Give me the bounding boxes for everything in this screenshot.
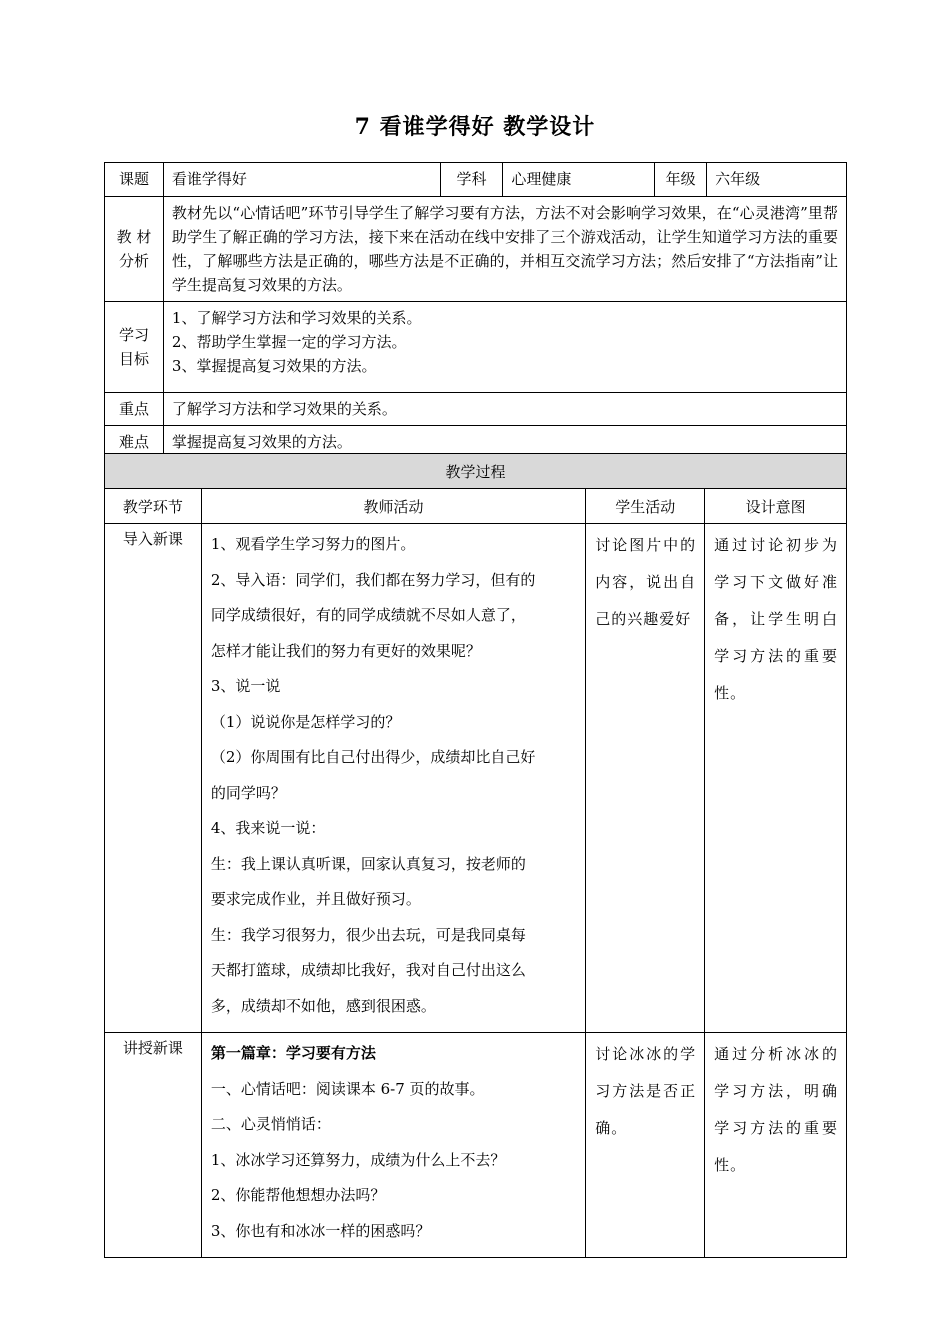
process-band-row [105, 454, 847, 489]
process-row-intro [105, 524, 847, 1033]
info-table [104, 162, 847, 459]
teacher-line: 二、心灵悄悄话： [210, 1115, 331, 1133]
teacher-line: （2）你周围有比自己付出得少，成绩却比自己好 [210, 748, 536, 766]
teacher-line: 一、心情话吧：阅读课本 6-7 页的故事。 [210, 1079, 485, 1098]
goals-row [105, 302, 847, 393]
student-activity: 讨论冰冰的学习方法是否正确。 [586, 1033, 705, 1258]
key-value: 了解学习方法和学习效果的关系。 [163, 393, 846, 426]
analysis-text: 教材先以“心情话吧”环节引导学生了解学习要有方法，方法不对会影响学习效果，在“心灵港湾”里帮助学生了解正确的学习方法，接下来在活动在线中安排了三个游戏活动，让学生知道学习方法的重要性，了解哪些方法是正确的，哪些方法是不正确的，并相互交流学习方法；然后安排了“方法指南”让学生提高复习效果的方法。 [163, 197, 846, 302]
goals-label-line-1: 学习 [118, 326, 149, 344]
analysis-label [105, 197, 164, 302]
goals-label-line-2: 目标 [118, 350, 149, 368]
topic-label: 课题 [105, 163, 164, 197]
key-label: 重点 [105, 393, 164, 426]
topic-row [105, 163, 847, 197]
header-section: 教学环节 [105, 489, 202, 524]
chapter-heading: 第一篇章：学习要有方法 [210, 1044, 376, 1062]
goals-list [163, 302, 846, 393]
analysis-row [105, 197, 847, 302]
difficulty-label: 难点 [105, 426, 164, 459]
goal-item: 2、帮助学生掌握一定的学习方法。 [171, 333, 407, 351]
teacher-activity [201, 524, 585, 1033]
topic-value: 看谁学得好 [163, 163, 440, 197]
goal-item: 1、了解学习方法和学习效果的关系。 [171, 309, 422, 327]
goal-item: 3、掌握提高复习效果的方法。 [171, 357, 377, 375]
teacher-line: 4、我来说一说： [210, 819, 326, 837]
header-teacher: 教师活动 [201, 489, 585, 524]
header-student: 学生活动 [586, 489, 705, 524]
teacher-line: 同学成绩很好，有的同学成绩就不尽如人意了， [210, 606, 526, 624]
process-row-teaching [105, 1033, 847, 1258]
teacher-line: 3、你也有和冰冰一样的困惑吗？ [210, 1221, 431, 1240]
teacher-line: 多，成绩却不如他，感到很困惑。 [210, 996, 436, 1015]
section-label: 讲授新课 [105, 1033, 202, 1258]
section-label: 导入新课 [105, 524, 202, 1033]
teacher-activity [201, 1033, 585, 1258]
teacher-line: 3、说一说 [210, 677, 281, 695]
grade-label: 年级 [655, 163, 707, 197]
process-header-row [105, 489, 847, 524]
process-band: 教学过程 [105, 454, 847, 489]
teacher-line: 要求完成作业，并且做好预习。 [210, 890, 421, 908]
teacher-line: 怎样才能让我们的努力有更好的效果呢？ [210, 641, 481, 660]
teacher-line: （1）说说你是怎样学习的？ [210, 712, 401, 731]
header-design: 设计意图 [705, 489, 847, 524]
goals-label [105, 302, 164, 393]
teacher-line: 生：我学习很努力，很少出去玩，可是我同桌每 [210, 925, 526, 944]
grade-value: 六年级 [707, 163, 847, 197]
teacher-line: 生：我上课认真听课，回家认真复习，按老师的 [210, 854, 526, 873]
analysis-label-line-2: 分析 [118, 252, 149, 270]
analysis-label-line-1: 教 材 [116, 228, 152, 246]
subject-label: 学科 [440, 163, 503, 197]
page-title: 7 看谁学得好 教学设计 [354, 114, 596, 140]
process-table [104, 453, 847, 1258]
student-activity: 讨论图片中的内容，说出自己的兴趣爱好 [586, 524, 705, 1033]
teacher-line: 天都打篮球，成绩却比我好，我对自己付出这么 [210, 961, 526, 979]
teacher-line: 1、观看学生学习努力的图片。 [210, 535, 416, 553]
design-intent: 通过讨论初步为学习下文做好准备，让学生明白学习方法的重要性。 [705, 524, 847, 1033]
key-row [105, 393, 847, 426]
teacher-line: 1、冰冰学习还算努力，成绩为什么上不去？ [210, 1150, 506, 1169]
teacher-line: 2、导入语：同学们，我们都在努力学习，但有的 [210, 570, 536, 589]
teacher-line: 2、你能帮他想想办法吗？ [210, 1186, 386, 1204]
design-intent: 通过分析冰冰的学习方法，明确学习方法的重要性。 [705, 1033, 847, 1258]
teacher-line: 的同学吗？ [210, 783, 286, 802]
subject-value: 心理健康 [503, 163, 655, 197]
difficulty-value: 掌握提高复习效果的方法。 [163, 426, 846, 459]
